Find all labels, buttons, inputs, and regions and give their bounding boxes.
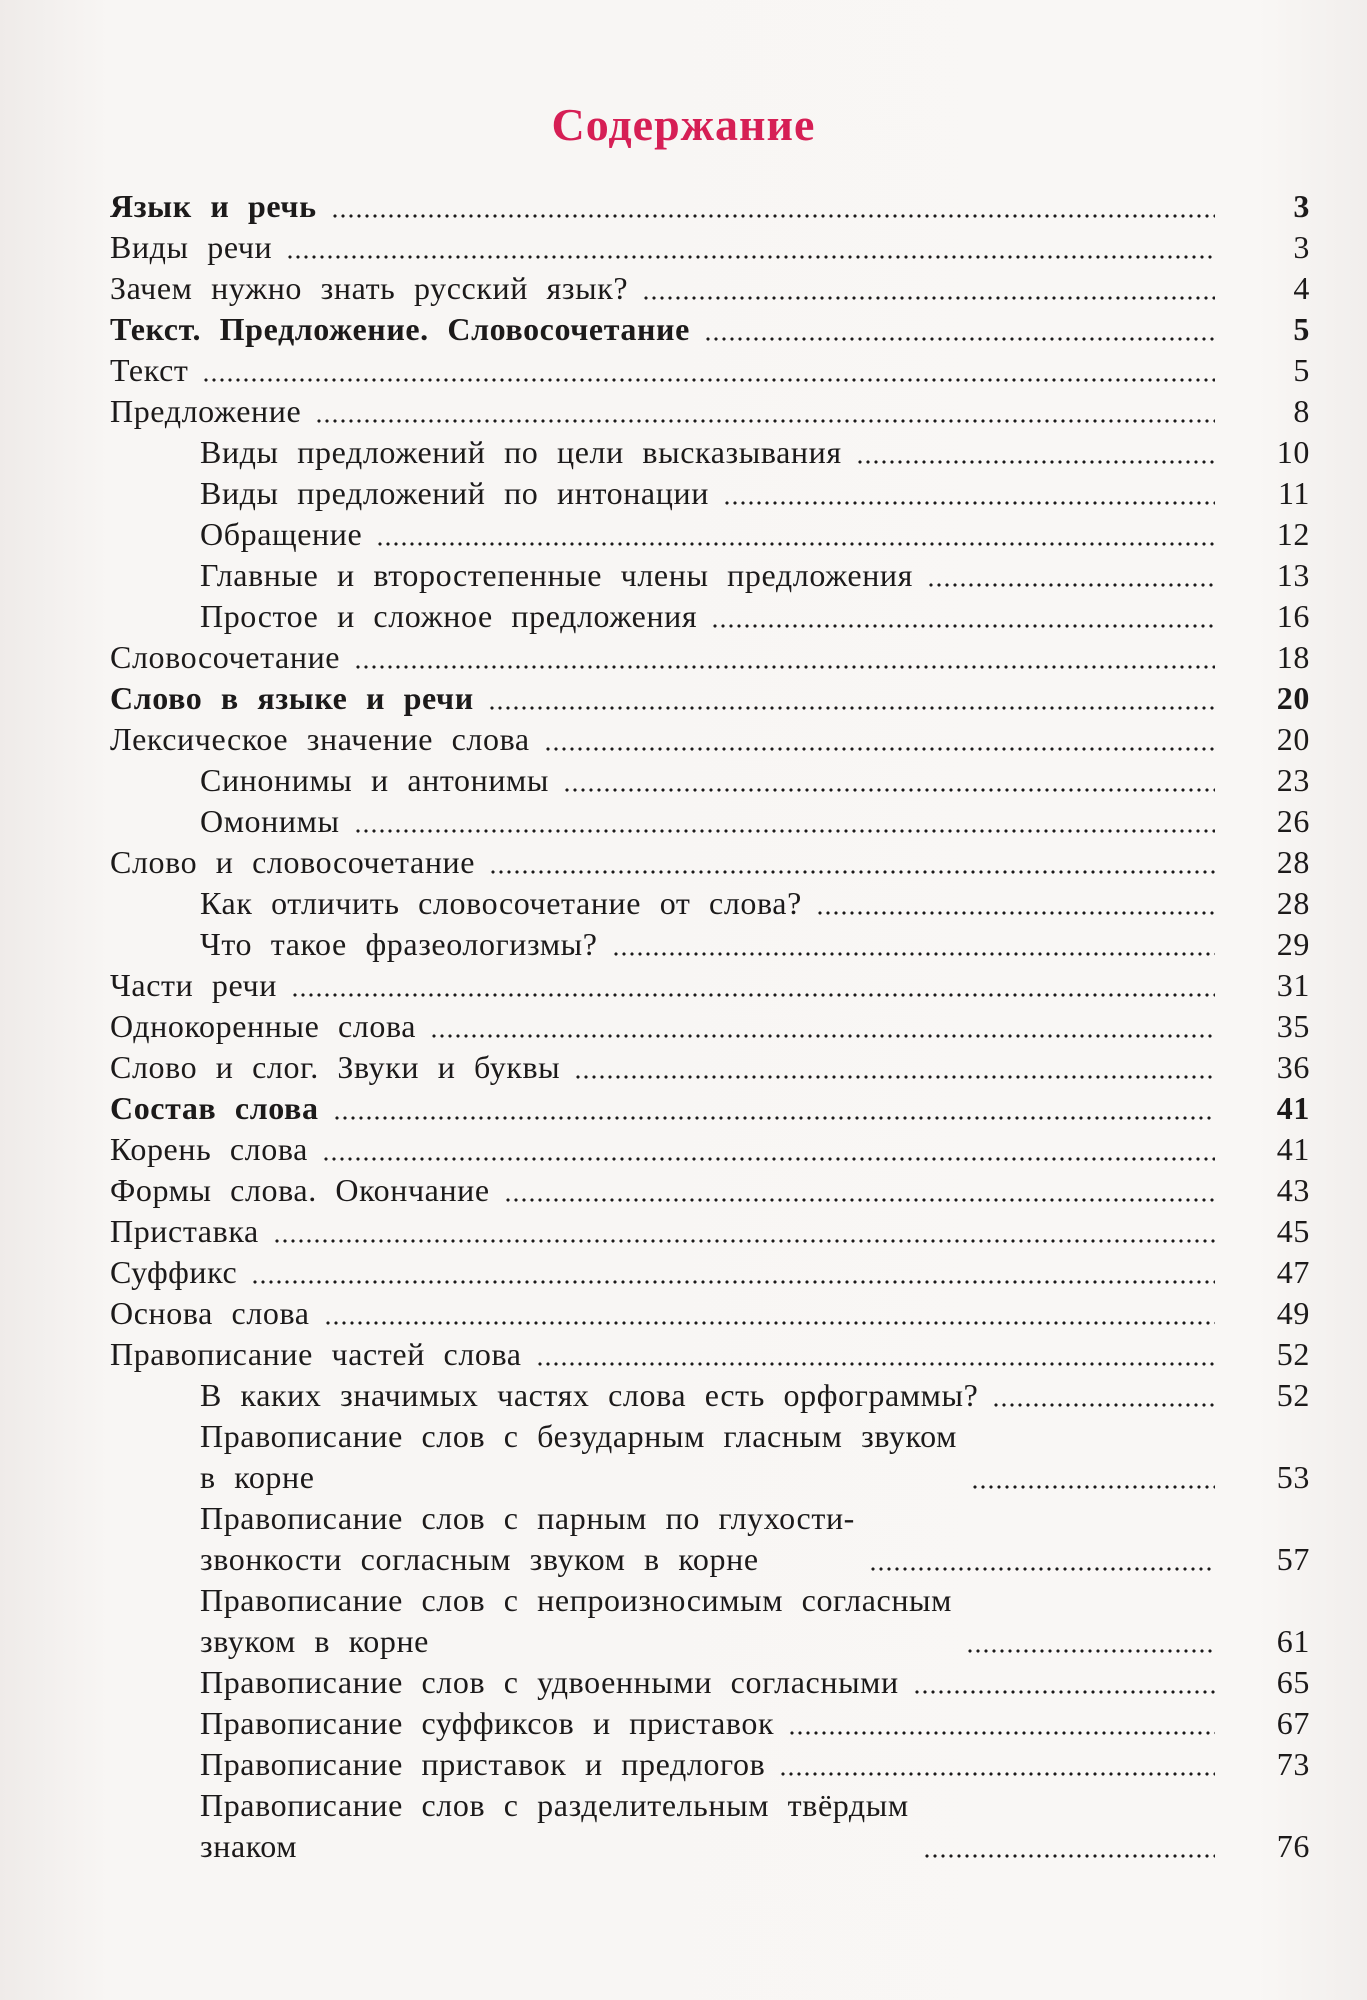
dot-leader	[788, 1730, 1215, 1736]
toc-entry-label	[200, 1703, 786, 1744]
dot-leader	[779, 1771, 1215, 1777]
toc-entry	[110, 1170, 1310, 1211]
toc-entry	[110, 1047, 1310, 1088]
toc-entry-page-number: 35	[1276, 1008, 1310, 1044]
toc-entry-label	[200, 473, 721, 514]
toc-entry-title: Приставка	[110, 1213, 259, 1249]
toc-entry-label	[110, 1293, 322, 1334]
toc-entry-label	[110, 309, 702, 350]
toc-entry-title: Корень слова	[110, 1131, 308, 1167]
toc-entry-page-number: 41	[1276, 1131, 1310, 1167]
toc-entry-label	[110, 1088, 331, 1129]
toc-entry	[110, 1662, 1310, 1703]
dot-leader	[322, 1156, 1215, 1162]
page-title: Содержание	[551, 99, 816, 150]
dot-leader	[992, 1402, 1215, 1408]
toc-entry	[110, 760, 1310, 801]
toc-entry	[110, 309, 1310, 350]
toc-entry-title: Правописание частей слова	[110, 1336, 522, 1372]
toc-entry-page-number: 53	[1276, 1459, 1310, 1495]
dot-leader	[324, 1320, 1215, 1326]
toc-entry-page-number: 16	[1276, 598, 1310, 634]
toc-entry-label	[200, 514, 374, 555]
dot-leader	[489, 869, 1215, 875]
toc-entry-label	[110, 1047, 572, 1088]
toc-entry-page-number: 20	[1276, 680, 1310, 716]
toc-entry-title: Виды речи	[110, 229, 273, 265]
toc-entry-label	[110, 1211, 271, 1252]
toc-entry-title: Правописание слов с разделительным твёрдым	[200, 1787, 909, 1823]
toc-entry-title: Обращение	[200, 516, 363, 552]
toc-entry-title: Как отличить словосочетание от слова?	[200, 885, 802, 921]
toc-entry-title: Что такое фразеологизмы?	[200, 926, 598, 962]
dot-leader	[354, 828, 1215, 834]
toc-entry-page-number: 26	[1276, 803, 1310, 839]
dot-leader	[251, 1279, 1215, 1285]
dot-leader	[333, 1115, 1215, 1121]
toc-entry-title: Зачем нужно знать русский язык?	[110, 270, 629, 306]
dot-leader	[723, 500, 1215, 506]
toc-entry-page-number: 41	[1276, 1090, 1310, 1126]
toc-entry	[110, 842, 1310, 883]
toc-entry	[110, 391, 1310, 432]
toc-entry-label	[200, 760, 561, 801]
toc-entry-label	[200, 555, 925, 596]
toc-entry-title: Омонимы	[200, 803, 340, 839]
toc-entry-label	[110, 1170, 502, 1211]
toc-entry-title: Словосочетание	[110, 639, 341, 675]
toc-entry	[110, 1211, 1310, 1252]
dot-leader	[376, 541, 1215, 547]
dot-leader	[536, 1361, 1215, 1367]
dot-leader	[642, 295, 1215, 301]
dot-leader	[971, 1484, 1215, 1490]
toc-entry-page-number: 65	[1276, 1664, 1310, 1700]
toc-entry-label	[200, 1416, 969, 1498]
toc-entry-label	[200, 1662, 911, 1703]
dot-leader	[927, 582, 1215, 588]
toc-entry-page-number: 73	[1276, 1746, 1310, 1782]
dot-leader	[856, 459, 1215, 465]
toc-entry-label	[110, 1334, 534, 1375]
toc-entry-label	[200, 883, 814, 924]
toc-entry-title-continued: знаком	[200, 1828, 298, 1864]
toc-entry-label	[200, 801, 352, 842]
toc-entry	[110, 883, 1310, 924]
toc-entry	[110, 1334, 1310, 1375]
toc-entry	[110, 1252, 1310, 1293]
toc-entry	[110, 1744, 1310, 1785]
toc-entry	[110, 473, 1310, 514]
toc-entry-page-number: 43	[1276, 1172, 1310, 1208]
toc-entry-label	[200, 1785, 921, 1867]
dot-leader	[966, 1648, 1215, 1654]
toc-entry-page-number: 76	[1276, 1828, 1310, 1864]
toc-entry-label	[110, 1129, 320, 1170]
toc-entry-title: Главные и второстепенные члены предложения	[200, 557, 913, 593]
toc-entry-title: Текст	[110, 352, 189, 388]
toc-entry-page-number: 5	[1293, 352, 1310, 388]
toc-entry	[110, 1006, 1310, 1047]
toc-entry-page-number: 12	[1276, 516, 1310, 552]
toc-entry-label	[200, 924, 610, 965]
toc-entry	[110, 801, 1310, 842]
dot-leader	[923, 1853, 1215, 1859]
toc-entry-title: Лексическое значение слова	[110, 721, 530, 757]
toc-entry-label	[110, 1252, 249, 1293]
toc-entry-label	[110, 1006, 428, 1047]
toc-entry-title: Слово и словосочетание	[110, 844, 476, 880]
toc-entry	[110, 432, 1310, 473]
toc-entry	[110, 1703, 1310, 1744]
toc-entry-title-continued: в корне	[200, 1459, 315, 1495]
toc-entry-page-number: 13	[1276, 557, 1310, 593]
toc-entry-label	[110, 637, 352, 678]
toc-entry-label	[110, 350, 200, 391]
toc-entry-title: Однокоренные слова	[110, 1008, 417, 1044]
toc-entry-page-number: 28	[1276, 844, 1310, 880]
toc-entry	[110, 1498, 1310, 1580]
toc-entry-page-number: 36	[1276, 1049, 1310, 1085]
toc-entry	[110, 186, 1310, 227]
toc-entry-title: Простое и сложное предложения	[200, 598, 698, 634]
dot-leader	[430, 1033, 1215, 1039]
toc-entry-page-number: 67	[1276, 1705, 1310, 1741]
toc-entry-page-number: 57	[1276, 1541, 1310, 1577]
toc-entry-page-number: 52	[1276, 1377, 1310, 1413]
toc-entry	[110, 514, 1310, 555]
toc-entry-page-number: 3	[1293, 188, 1310, 224]
toc-entry-label	[200, 1498, 867, 1580]
toc-entry-title: Правописание слов с парным по глухости-	[200, 1500, 855, 1536]
toc-entry	[110, 268, 1310, 309]
toc-entry	[110, 719, 1310, 760]
toc-entry-title-continued: звонкости согласным звуком в корне	[200, 1541, 759, 1577]
toc-entry-page-number: 31	[1276, 967, 1310, 1003]
toc-entry-title: Формы слова. Окончание	[110, 1172, 490, 1208]
toc-entry-label	[110, 186, 329, 227]
toc-entry-page-number: 5	[1293, 311, 1310, 347]
toc-entry	[110, 924, 1310, 965]
toc-entry-page-number: 49	[1276, 1295, 1310, 1331]
toc-entry-title: Слово и слог. Звуки и буквы	[110, 1049, 561, 1085]
toc-entry-title: Виды предложений по интонации	[200, 475, 709, 511]
toc-entry-label	[110, 719, 542, 760]
toc-entry	[110, 1416, 1310, 1498]
dot-leader	[711, 623, 1215, 629]
toc-entry	[110, 596, 1310, 637]
dot-leader	[331, 213, 1215, 219]
toc-entry-title: Слово в языке и речи	[110, 680, 474, 716]
dot-leader	[869, 1566, 1215, 1572]
dot-leader	[544, 746, 1215, 752]
toc-entry-title-continued: звуком в корне	[200, 1623, 429, 1659]
dot-leader	[504, 1197, 1215, 1203]
toc-entry-page-number: 52	[1276, 1336, 1310, 1372]
toc-entry-label	[200, 1580, 964, 1662]
dot-leader	[913, 1689, 1215, 1695]
toc-entry-title: Правописание слов с безударным гласным звуком	[200, 1418, 957, 1454]
dot-leader	[488, 705, 1215, 711]
toc-entry-label	[200, 1744, 777, 1785]
toc-entry-page-number: 10	[1276, 434, 1310, 470]
toc-entry-title: Текст. Предложение. Словосочетание	[110, 311, 690, 347]
toc-entry	[110, 350, 1310, 391]
dot-leader	[704, 336, 1215, 342]
toc-entry	[110, 1293, 1310, 1334]
toc-entry	[110, 1088, 1310, 1129]
toc-entry-page-number: 11	[1277, 475, 1310, 511]
toc-entry-title: Правописание приставок и предлогов	[200, 1746, 766, 1782]
toc-entry	[110, 1580, 1310, 1662]
dot-leader	[816, 910, 1215, 916]
toc-entry	[110, 1129, 1310, 1170]
toc-entry-title: Правописание слов с непроизносимым согласным	[200, 1582, 953, 1618]
toc-entry	[110, 1375, 1310, 1416]
dot-leader	[354, 664, 1215, 670]
toc-entry-page-number: 4	[1293, 270, 1310, 306]
toc-entry-title: Части речи	[110, 967, 277, 1003]
toc-entry	[110, 637, 1310, 678]
dot-leader	[291, 992, 1215, 998]
dot-leader	[286, 254, 1215, 260]
toc-entry-page-number: 8	[1293, 393, 1310, 429]
toc-entry-label	[110, 842, 487, 883]
toc-entry-title: Виды предложений по цели высказывания	[200, 434, 842, 470]
dot-leader	[563, 787, 1215, 793]
dot-leader	[202, 377, 1215, 383]
dot-leader	[574, 1074, 1215, 1080]
toc-entry	[110, 1785, 1310, 1867]
toc-entry-label	[110, 227, 284, 268]
toc-entry-title: Язык и речь	[110, 188, 317, 224]
toc-entry-page-number: 29	[1276, 926, 1310, 962]
toc-entry-title: Предложение	[110, 393, 302, 429]
toc-entry-title: Основа слова	[110, 1295, 310, 1331]
toc-entry	[110, 555, 1310, 596]
toc-entry-label	[200, 1375, 990, 1416]
toc-entry-page-number: 28	[1276, 885, 1310, 921]
dot-leader	[315, 418, 1215, 424]
toc-entry-page-number: 18	[1276, 639, 1310, 675]
toc-entry-title: Правописание слов с удвоенными согласными	[200, 1664, 899, 1700]
toc-entry-page-number: 20	[1276, 721, 1310, 757]
toc-entry-title: Синонимы и антонимы	[200, 762, 550, 798]
toc-entry-page-number: 47	[1276, 1254, 1310, 1290]
toc-entry-title: Суффикс	[110, 1254, 238, 1290]
toc-entry	[110, 678, 1310, 719]
toc-entry-page-number: 61	[1276, 1623, 1310, 1659]
toc-entry-title: Состав слова	[110, 1090, 319, 1126]
toc-entry-label	[200, 432, 854, 473]
toc-entry-label	[110, 965, 289, 1006]
toc-entry-page-number: 45	[1276, 1213, 1310, 1249]
toc-entry	[110, 965, 1310, 1006]
dot-leader	[273, 1238, 1215, 1244]
toc-entry-label	[110, 268, 640, 309]
toc-entry	[110, 227, 1310, 268]
toc-entry-label	[110, 678, 486, 719]
toc-entry-label	[200, 596, 709, 637]
toc-entry-title: В каких значимых частях слова есть орфограммы?	[200, 1377, 979, 1413]
table-of-contents	[110, 186, 1310, 1867]
toc-entry-title: Правописание суффиксов и приставок	[200, 1705, 775, 1741]
toc-entry-page-number: 23	[1276, 762, 1310, 798]
dot-leader	[612, 951, 1215, 957]
toc-entry-page-number: 3	[1293, 229, 1310, 265]
toc-entry-label	[110, 391, 313, 432]
